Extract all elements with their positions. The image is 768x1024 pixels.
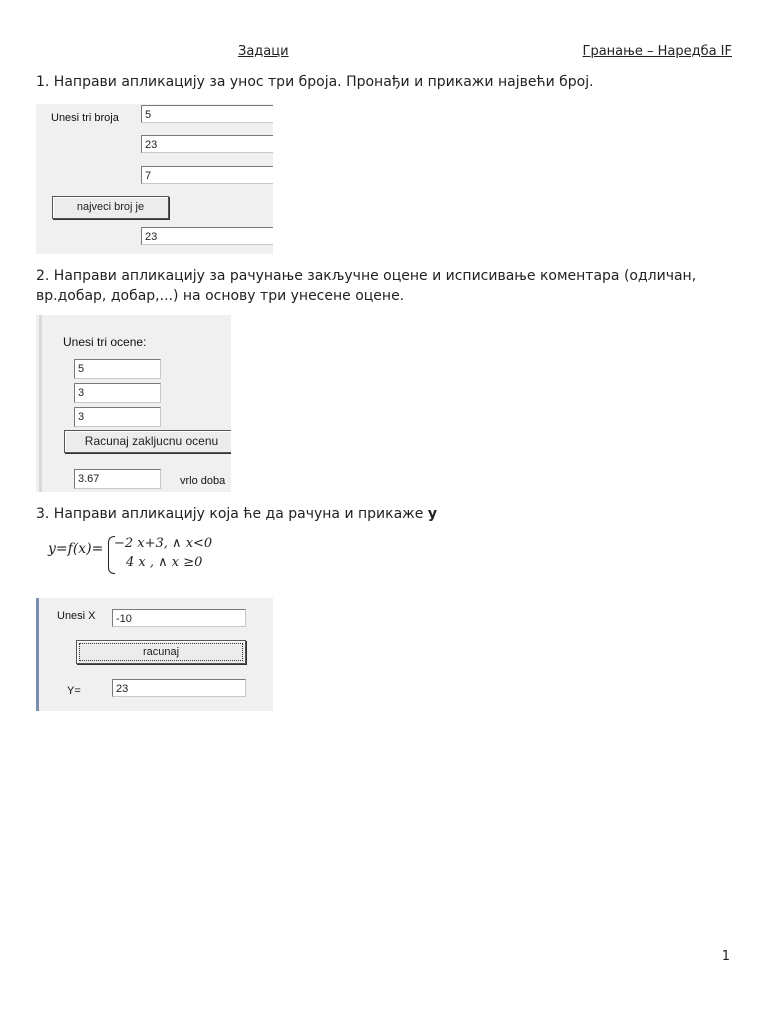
grade-input-3[interactable]: 3 (74, 407, 161, 427)
calculate-button[interactable] (76, 640, 246, 664)
task-3-text-bold: y (427, 506, 437, 522)
task-2-text: 2. Направи апликацију за рачунање закључне оцене и исписивање коментара (одличан, вр.добар, добар,...) на основу три унесене оцене. (36, 268, 697, 304)
x-input[interactable]: -10 (112, 609, 246, 627)
task-1-label: Unesi tri broja (51, 112, 119, 124)
panel-edge (39, 315, 42, 492)
max-number-button[interactable]: najveci broj je (52, 196, 169, 219)
formula-lhs: y=f(x)= (48, 541, 104, 557)
grade-input-2[interactable]: 3 (74, 383, 161, 403)
task-2-form (36, 315, 231, 492)
grade-comment-label: vrlo doba (180, 475, 226, 487)
task-1-result-field[interactable]: 23 (141, 227, 273, 245)
final-grade-field[interactable]: 3.67 (74, 469, 161, 489)
calculate-final-grade-button[interactable]: Racunaj zakljucnu ocenu (64, 430, 231, 453)
header-title-right: Гранање – Наредба IF (582, 44, 732, 59)
header-title-left: Задаци (238, 44, 289, 59)
y-label: Y= (67, 685, 81, 697)
task-2-label: Unesi tri ocene: (63, 335, 147, 349)
formula-case-2: 4 x , ∧ x ≥0 (126, 555, 203, 570)
task-3-text-prefix: 3. Направи апликацију која ће да рачуна и прикаже (36, 506, 428, 522)
y-result-field[interactable]: 23 (112, 679, 246, 697)
page-number: 1 (721, 949, 730, 964)
task-1-text: 1. Направи апликацију за унос три броја. Пронађи и прикажи највећи број. (36, 74, 594, 90)
x-label: Unesi X (57, 610, 96, 622)
task-3-form (36, 598, 273, 711)
task-1-input-1[interactable]: 5 (141, 105, 273, 123)
task-3-text (36, 504, 736, 524)
panel-edge (36, 598, 39, 711)
task-1-form (36, 104, 273, 254)
formula-case-1: −2 x+3, ∧ x<0 (114, 536, 213, 551)
task-1-input-2[interactable]: 23 (141, 135, 273, 153)
task-1-input-3[interactable]: 7 (141, 166, 273, 184)
grade-input-1[interactable]: 5 (74, 359, 161, 379)
calculate-button-label: racunaj (79, 643, 243, 661)
